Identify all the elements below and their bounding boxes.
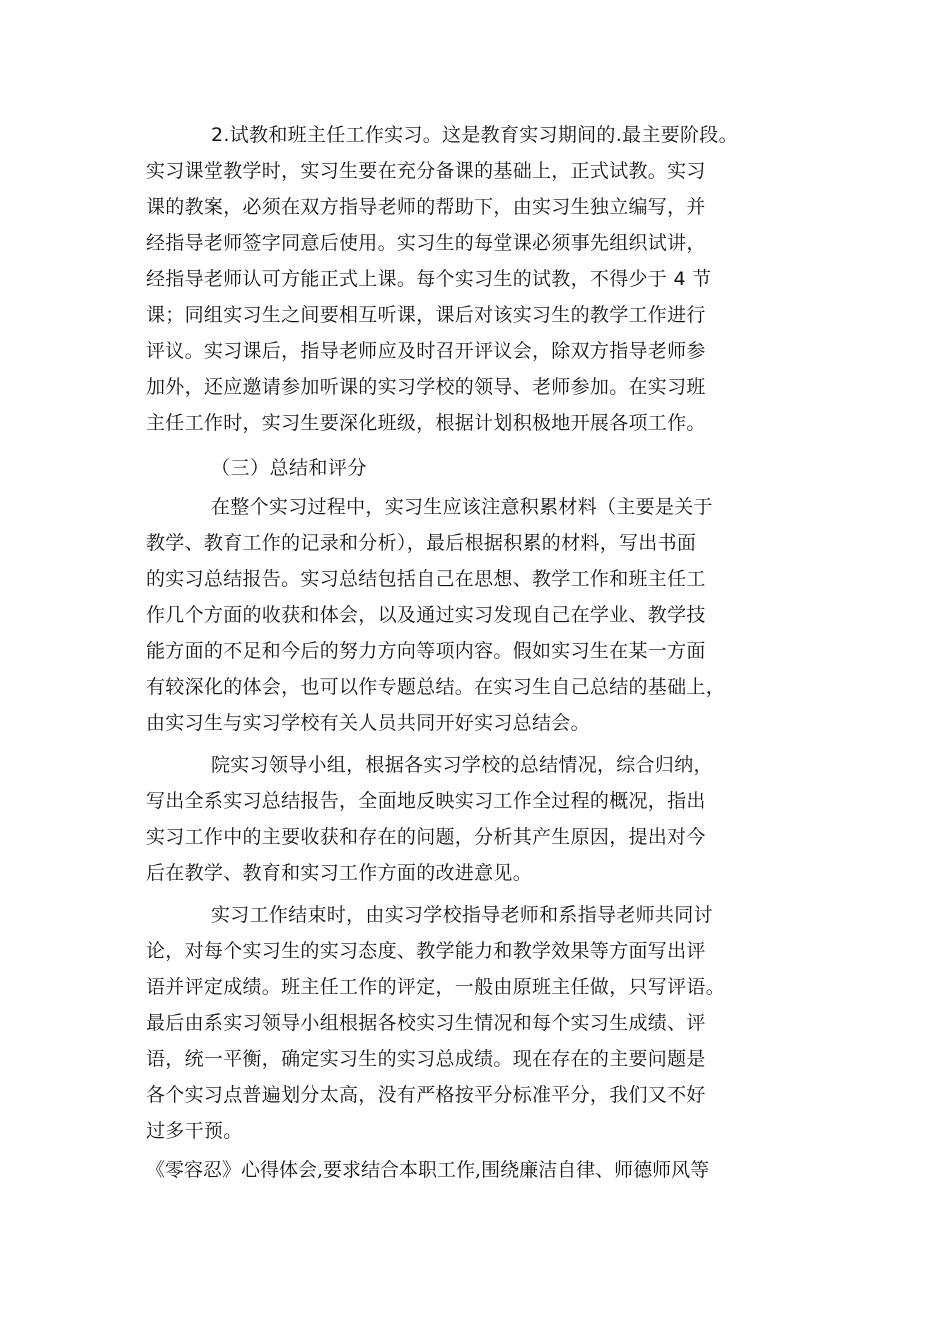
paragraph-line: 的实习总结报告。实习总结包括自己在思想、教学工作和班主任工 [146,568,706,590]
paragraph-line: 评议。实习课后，指导老师应及时召开评议会，除双方指导老师参 [146,340,706,362]
paragraph-line: 课的教案，必须在双方指导老师的帮助下，由实习生独立编写，并 [146,196,706,218]
paragraph-line: 实习工作结束时，由实习学校指导老师和系指导老师共同讨 [211,904,713,926]
paragraph-line: 语，统一平衡，确定实习生的实习总成绩。现在存在的主要问题是 [146,1048,706,1070]
paragraph-line: 经指导老师签字同意后使用。实习生的每堂课必须事先组织试讲， [146,232,706,254]
paragraph-line: 能方面的不足和今后的努力方向等项内容。假如实习生在某一方面 [146,640,706,662]
paragraph-line: 写出全系实习总结报告，全面地反映实习工作全过程的概况，指出 [146,790,706,812]
paragraph-line: 主任工作时，实习生要深化班级，根据计划积极地开展各项工作。 [146,412,706,434]
paragraph-line: 《零容忍》心得体会,要求结合本职工作,围绕廉洁自律、师德师风等 [146,1159,710,1181]
paragraph-line: 论，对每个实习生的实习态度、教学能力和教学效果等方面写出评 [146,940,706,962]
paragraph-line: 语并评定成绩。班主任工作的评定，一般由原班主任做，只写评语。 [146,976,726,998]
paragraph-line: 作几个方面的收获和体会，以及通过实习发现自己在学业、教学技 [146,604,706,626]
paragraph-line: 实习工作中的主要收获和存在的问题，分析其产生原因，提出对今 [146,826,706,848]
paragraph-line: 课；同组实习生之间要相互听课，课后对该实习生的教学工作进行 [146,304,706,326]
paragraph-line: 过多干预。 [146,1120,243,1142]
paragraph-line: 最后由系实习领导小组根据各校实习生情况和每个实习生成绩、评 [146,1012,706,1034]
paragraph-line: 由实习生与实习学校有关人员共同开好实习总结会。 [146,712,590,734]
paragraph-line: 后在教学、教育和实习工作方面的改进意见。 [146,862,533,884]
paragraph-line: 经指导老师认可方能正式上课。每个实习生的试教，不得少于 4 节 [146,268,712,290]
paragraph-line: 院实习领导小组，根据各实习学校的总结情况，综合归纳， [211,754,713,776]
paragraph-line: 加外，还应邀请参加听课的实习学校的领导、老师参加。在实习班 [146,376,706,398]
paragraph-line: 2.试教和班主任工作实习。这是教育实习期间的.最主要阶段。 [211,124,738,146]
section-heading: （三）总结和评分 [211,457,368,479]
paragraph-line: 有较深化的体会，也可以作专题总结。在实习生自己总结的基础上， [146,676,726,698]
paragraph-line: 实习课堂教学时，实习生要在充分备课的基础上，正式试教。实习 [146,160,706,182]
paragraph-line: 在整个实习过程中，实习生应该注意积累材料（主要是关于 [211,496,713,518]
paragraph-line: 教学、教育工作的记录和分析），最后根据积累的材料，写出书面 [146,532,697,554]
paragraph-line: 各个实习点普遍划分太高，没有严格按平分标准平分，我们又不好 [146,1084,706,1106]
